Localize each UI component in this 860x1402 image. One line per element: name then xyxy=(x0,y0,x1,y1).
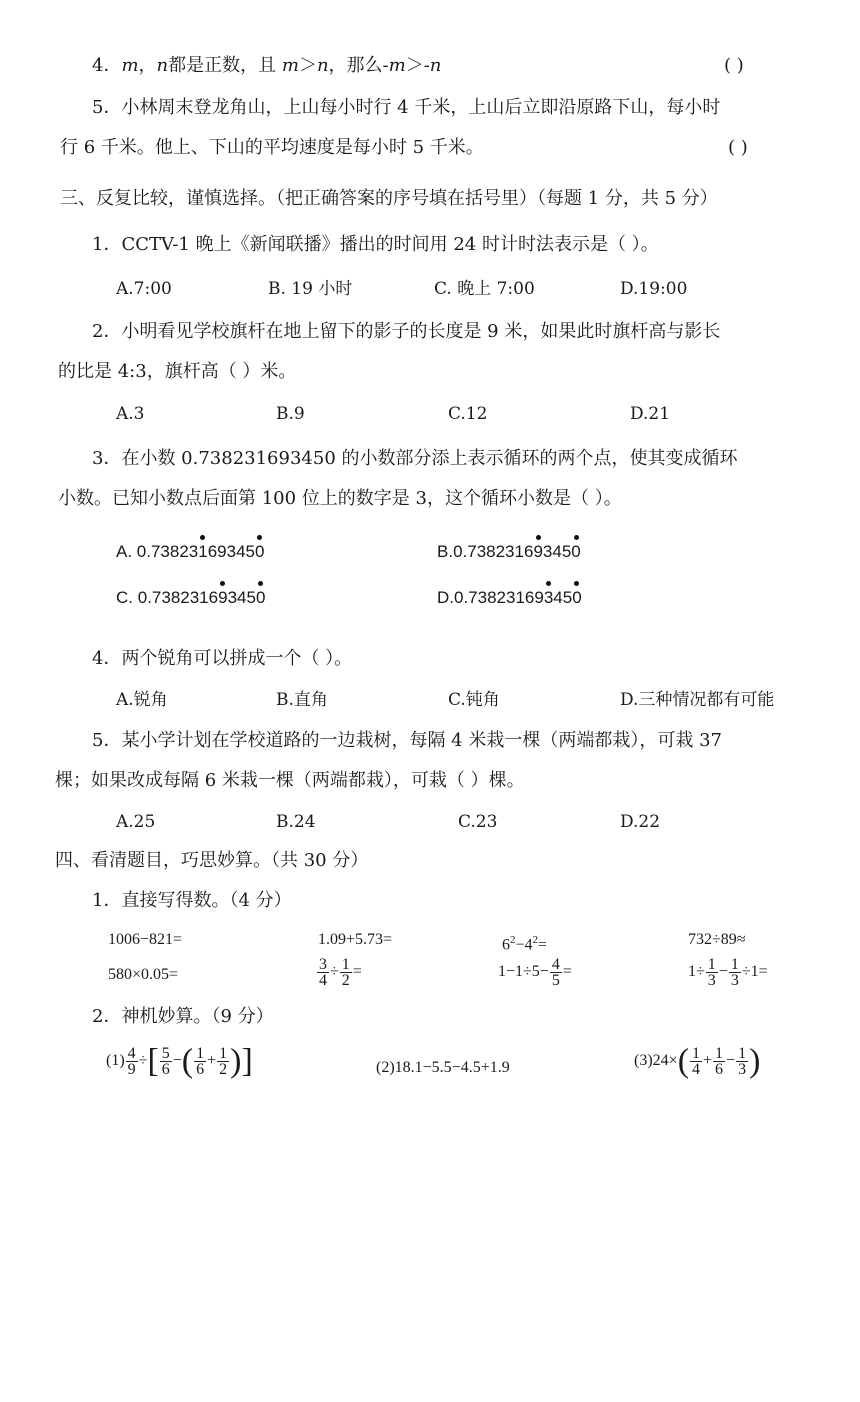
calc-item-3: $6^2-4^2=$ xyxy=(502,934,548,954)
judge-question-4: 4．m，n都是正数，且 m＞n，那么-m＞-n xyxy=(92,55,442,76)
subsection-smart-calc: 2．神机妙算。（9 分） xyxy=(92,1006,274,1027)
option-d-repeating-decimal[interactable]: D.0.738231693450 xyxy=(437,588,582,607)
repeat-dot-digit: 0 xyxy=(255,542,265,561)
fraction: $\frac{4}{9}$ xyxy=(127,1045,136,1078)
fraction: $\frac{1}{3}$ xyxy=(707,956,716,989)
calc-item-5: 580×0.05= xyxy=(108,966,179,983)
fraction: $\frac{1}{4}$ xyxy=(692,1045,701,1078)
option-c[interactable]: C.钝角 xyxy=(448,690,500,710)
fraction: $\frac{3}{4}$ xyxy=(319,956,327,989)
option-d[interactable]: D.22 xyxy=(620,812,661,832)
answer-blank[interactable]: ( ) xyxy=(728,137,748,158)
judge-question-5-line1: 5．小林周末登龙角山，上山每小时行 4 千米，上山后立即沿原路下山，每小时 xyxy=(92,97,721,118)
option-b[interactable]: B.24 xyxy=(276,812,316,832)
option-b[interactable]: B.直角 xyxy=(276,690,328,710)
choice-question-1: 1．CCTV-1 晚上《新闻联播》播出的时间用 24 时计时法表示是（ ）。 xyxy=(92,234,659,255)
option-a[interactable]: A.25 xyxy=(116,812,156,832)
option-d[interactable]: D.21 xyxy=(630,404,671,424)
repeat-dot-digit: 9 xyxy=(533,542,543,561)
expression-3: (3)24×( $\frac{1}{4}$ + $\frac{1}{6}$ − $\frac{1}{3}$ ) xyxy=(634,1042,761,1080)
expression-2: (2)18.1−5.5−4.5+1.9 xyxy=(376,1059,510,1076)
repeat-dot-digit: 0 xyxy=(255,588,266,607)
option-d[interactable]: D.三种情况都有可能 xyxy=(620,690,775,710)
option-b-repeating-decimal[interactable]: B.0.738231693450 xyxy=(437,542,581,561)
choice-question-4: 4．两个锐角可以拼成一个（ ）。 xyxy=(92,648,353,669)
fraction: $\frac{1}{2}$ xyxy=(219,1045,228,1078)
option-a[interactable]: A.7:00 xyxy=(116,279,172,299)
option-c[interactable]: C. 晚上 7:00 xyxy=(434,279,535,299)
answer-blank[interactable]: ( ) xyxy=(724,55,744,76)
choice-question-5-line1: 5．某小学计划在学校道路的一边栽树，每隔 4 米栽一棵（两端都栽），可栽 37 xyxy=(92,730,722,751)
section-title-3: 三、反复比较，谨慎选择。（把正确答案的序号填在括号里）（每题 1 分，共 5 分） xyxy=(60,188,718,209)
calc-item-8: 1÷ $\frac{1}{3}$ − $\frac{1}{3}$ ÷1= xyxy=(688,956,768,989)
fraction: $\frac{1}{3}$ xyxy=(730,956,739,989)
judge-question-5-line2: 行 6 千米。他上、下山的平均速度是每小时 5 千米。 xyxy=(60,137,484,158)
fraction: $\frac{1}{3}$ xyxy=(738,1045,747,1078)
fraction: $\frac{1}{6}$ xyxy=(196,1045,205,1078)
repeat-dot-digit: 3 xyxy=(543,588,554,607)
choice-question-3-line2: 小数。已知小数点后面第 100 位上的数字是 3，这个循环小数是（ ）。 xyxy=(58,488,622,509)
calc-item-1: 1006−821= xyxy=(108,931,183,948)
fraction: $\frac{5}{6}$ xyxy=(161,1045,170,1078)
option-c[interactable]: C.23 xyxy=(458,812,498,832)
repeat-dot-digit: 1 xyxy=(198,542,208,561)
choice-question-2-line1: 2．小明看见学校旗杆在地上留下的影子的长度是 9 米，如果此时旗杆高与影长 xyxy=(92,321,721,342)
option-a-repeating-decimal[interactable]: A. 0.738231693450 xyxy=(116,542,265,561)
option-a[interactable]: A.锐角 xyxy=(116,690,168,710)
var-m: m xyxy=(121,55,139,76)
calc-item-2: 1.09+5.73= xyxy=(318,931,393,948)
question-number: 4． xyxy=(92,55,122,76)
fraction: $\frac{4}{5}$ xyxy=(551,956,560,989)
expression-1: (1) $\frac{4}{9}$ ÷[ $\frac{5}{6}$ −( $\frac{1}{6}$ + $\frac{1}{2}$ )] xyxy=(106,1042,253,1080)
calc-item-7: 1−1÷5− $\frac{4}{5}$ = xyxy=(498,956,572,989)
choice-question-5-line2: 棵；如果改成每隔 6 米栽一棵（两端都栽），可栽（ ）棵。 xyxy=(55,770,525,791)
section-title-4: 四、看清题目，巧思妙算。（共 30 分） xyxy=(55,850,369,871)
subsection-direct-calc: 1．直接写得数。（4 分） xyxy=(92,890,292,911)
option-c[interactable]: C.12 xyxy=(448,404,488,424)
fraction: $\frac{1}{2}$ xyxy=(341,956,350,989)
option-b[interactable]: B. 19 小时 xyxy=(268,279,353,299)
choice-question-3-line1: 3．在小数 0.738231693450 的小数部分添上表示循环的两个点，使其变成循环 xyxy=(92,448,738,469)
repeat-dot-digit: 9 xyxy=(218,588,228,607)
var-n: n xyxy=(156,55,169,76)
repeat-dot-digit: 0 xyxy=(571,542,581,561)
option-b[interactable]: B.9 xyxy=(276,404,305,424)
repeat-dot-digit: 0 xyxy=(572,588,582,607)
option-c-repeating-decimal[interactable]: C. 0.738231693450 xyxy=(116,588,266,607)
option-d[interactable]: D.19:00 xyxy=(620,279,688,299)
calc-item-4: 732÷89≈ xyxy=(688,931,746,948)
choice-question-2-line2: 的比是 4:3，旗杆高（ ）米。 xyxy=(58,361,297,382)
fraction: $\frac{1}{6}$ xyxy=(715,1045,724,1078)
calc-item-6: $\frac{3}{4}$ ÷ $\frac{1}{2}$ = xyxy=(319,956,362,989)
option-a[interactable]: A.3 xyxy=(116,404,145,424)
